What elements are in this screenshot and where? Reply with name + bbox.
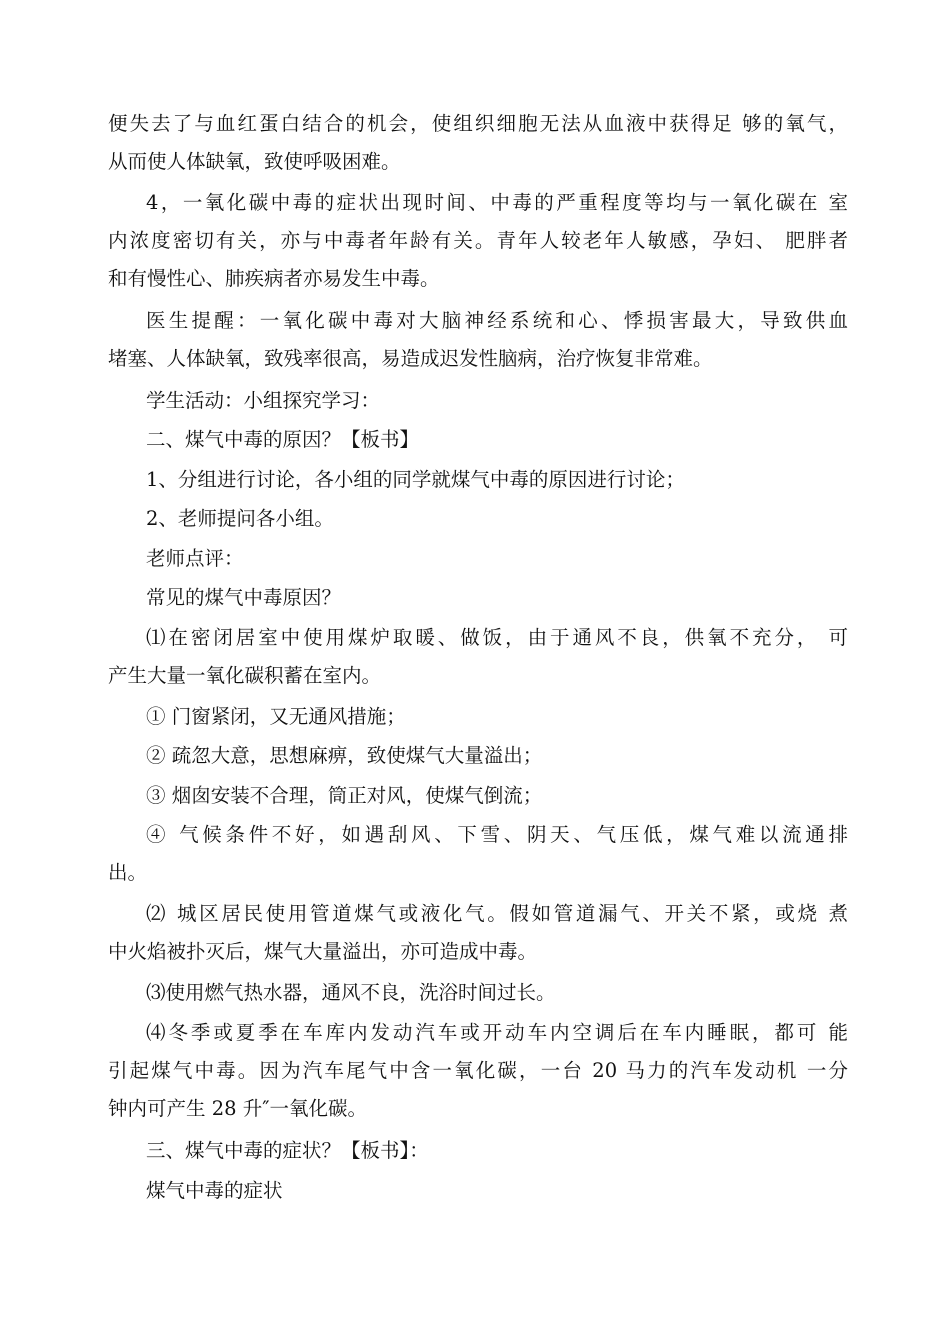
- text-line: 2、老师提问各小组。: [146, 507, 334, 530]
- text-line: 引起煤气中毒。因为汽车尾气中含一氧化碳，一台 20 马力的汽车发动机 一分: [108, 1059, 848, 1082]
- text-line: 钟内可产生 28 升″一氧化碳。: [108, 1097, 367, 1120]
- heading-symptoms: [108, 1132, 848, 1170]
- text-line: 学生活动：小组探究学习：: [146, 389, 381, 412]
- text-line: 常见的煤气中毒原因？: [146, 586, 342, 609]
- text-line: 从而使人体缺氧，致使呼吸困难。: [108, 150, 401, 173]
- paragraph-oxygen-loss: [108, 105, 848, 181]
- text-line: 堵塞、人体缺氧，致残率很高，易造成迟发性脑病，治疗恢复非常难。: [108, 347, 713, 370]
- text-line: 产生大量一氧化碳积蓄在室内。: [108, 664, 382, 687]
- paragraph-student-activity: [108, 382, 848, 420]
- text-line: ④ 气候条件不好，如遇刮风、下雪、阴天、气压低，煤气难以流通排: [146, 823, 848, 846]
- paragraph-cause-3: [108, 974, 848, 1012]
- paragraph-symptom-factors: [108, 184, 848, 298]
- text-line: 三、煤气中毒的症状？【板书】：: [146, 1139, 429, 1162]
- text-line: 便失去了与血红蛋白结合的机会，使组织细胞无法从血液中获得足 够的氧气，: [108, 112, 848, 135]
- paragraph-teacher-comment: [108, 540, 848, 578]
- text-line: 内浓度密切有关，亦与中毒者年龄有关。青年人较老年人敏感，孕妇、 肥胖者: [108, 229, 848, 252]
- text-line: ③ 烟囱安装不合理，筒正对风，使煤气倒流；: [146, 784, 543, 807]
- paragraph-cause-1: [108, 619, 848, 695]
- list-item-3: [108, 777, 848, 815]
- heading-causes: [108, 421, 848, 459]
- list-item-4: [108, 816, 848, 892]
- text-line: 和有慢性心、肺疾病者亦易发生中毒。: [108, 267, 440, 290]
- text-line: 1、分组进行讨论，各小组的同学就煤气中毒的原因进行讨论；: [146, 468, 685, 491]
- text-line: ⑶使用燃气热水器，通风不良，洗浴时间过长。: [146, 981, 556, 1004]
- subheading-symptoms: [108, 1172, 848, 1210]
- paragraph-cause-4: [108, 1014, 848, 1128]
- text-line: ⑵ 城区居民使用管道煤气或液化气。假如管道漏气、开关不紧，或烧 煮: [146, 902, 848, 925]
- text-line: 老师点评：: [146, 547, 244, 570]
- text-line: ② 疏忽大意，思想麻痹，致使煤气大量溢出；: [146, 744, 543, 767]
- paragraph-doctor-reminder: [108, 302, 848, 378]
- list-item-2: [108, 737, 848, 775]
- text-line: 煤气中毒的症状: [146, 1179, 283, 1202]
- text-line: 医生提醒：一氧化碳中毒对大脑神经系统和心、悸损害最大，导致供血: [146, 309, 848, 332]
- text-line: 出。: [108, 861, 148, 884]
- text-line: 二、煤气中毒的原因？【板书】: [146, 428, 420, 451]
- paragraph-cause-2: [108, 895, 848, 971]
- text-line: ⑷冬季或夏季在车库内发动汽车或开动车内空调后在车内睡眠，都可 能: [146, 1021, 848, 1044]
- text-line: 4，一氧化碳中毒的症状出现时间、中毒的严重程度等均与一氧化碳在 室: [146, 191, 848, 214]
- text-line: 中火焰被扑灭后，煤气大量溢出，亦可造成中毒。: [108, 940, 538, 963]
- text-line: ⑴在密闭居室中使用煤炉取暖、做饭，由于通风不良，供氧不充分， 可: [146, 626, 848, 649]
- paragraph-teacher-question: [108, 500, 848, 538]
- paragraph-group-discussion: [108, 461, 848, 499]
- list-item-1: [108, 698, 848, 736]
- paragraph-common-causes: [108, 579, 848, 617]
- text-line: ① 门窗紧闭，又无通风措施；: [146, 705, 406, 728]
